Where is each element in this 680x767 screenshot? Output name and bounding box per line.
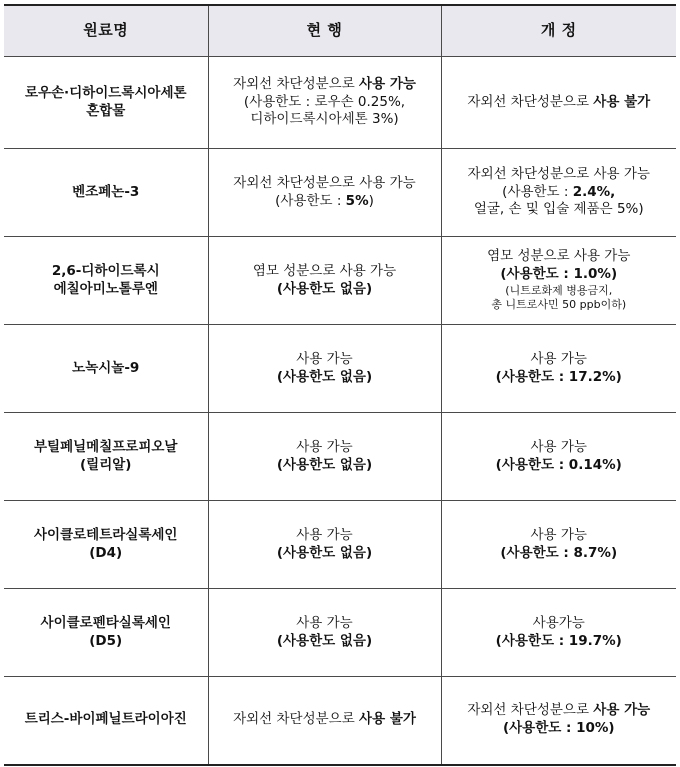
regulation-line: (사용한도 없음)	[276, 632, 373, 649]
current-regulation	[208, 501, 441, 589]
ingredient-name-line: 사이클로펜타실록세인	[40, 614, 171, 631]
table-row	[4, 413, 676, 501]
current-regulation	[208, 237, 441, 325]
regulation-line: (사용한도 없음)	[276, 368, 373, 385]
ingredient-name	[4, 413, 208, 501]
regulation-line	[446, 184, 673, 202]
table-row	[4, 589, 676, 677]
ingredient-name-line: 트리스-바이페닐트라이아진	[24, 711, 187, 728]
regulation-line: (사용한도 : 19.7%)	[495, 632, 622, 649]
regulation-line: 자외선 차단성분으로 사용 가능	[233, 174, 416, 191]
regulation-status: 사용 가능	[359, 75, 416, 92]
regulation-line: 염모 성분으로 사용 가능	[252, 262, 397, 279]
ingredient-name-line: 2,6-디하이드록시	[51, 262, 160, 279]
table-header-row	[4, 5, 676, 57]
regulation-line	[213, 76, 437, 94]
ingredient-name-line: 로우손·디하이드록시아세톤	[24, 84, 187, 101]
table-row	[4, 677, 676, 765]
regulation-line: (사용한도 : 0.14%)	[495, 456, 622, 473]
table-row	[4, 149, 676, 237]
regulation-text: (사용한도 :	[502, 183, 573, 200]
current-regulation	[208, 677, 441, 765]
regulation-line: 사용 가능	[296, 350, 353, 367]
regulation-line: (사용한도 : 로우손 0.25%,	[243, 93, 406, 110]
header-current: 현 행	[208, 5, 441, 57]
regulation-line: (사용한도 : 10%)	[502, 720, 615, 737]
regulation-line: (사용한도 : 1.0%)	[500, 265, 618, 282]
ingredient-name-line: 에칠아미노톨루엔	[53, 280, 158, 297]
regulation-line	[446, 702, 673, 720]
ingredient-name-line: (D4)	[89, 544, 123, 561]
ingredient-name	[4, 325, 208, 413]
regulation-line: 사용 가능	[530, 438, 587, 455]
revised-regulation	[441, 501, 676, 589]
revised-regulation	[441, 677, 676, 765]
usage-limit-value: 5%	[345, 192, 369, 209]
table-row	[4, 57, 676, 149]
regulation-line	[446, 94, 673, 112]
ingredient-name-line: (릴리알)	[80, 456, 132, 473]
revised-regulation	[441, 237, 676, 325]
ingredient-name	[4, 149, 208, 237]
regulation-line: (사용한도 없음)	[276, 544, 373, 561]
table-row	[4, 325, 676, 413]
regulation-line	[213, 193, 437, 211]
ingredient-name-line: 벤조페논-3	[72, 183, 140, 200]
regulation-line	[213, 711, 437, 729]
ingredient-name-line: 혼합물	[86, 102, 126, 119]
revised-regulation	[441, 413, 676, 501]
regulation-text: )	[368, 192, 374, 209]
ingredient-name	[4, 589, 208, 677]
ingredient-name	[4, 677, 208, 765]
usage-limit-value: 2.4%,	[572, 183, 616, 200]
revised-regulation	[441, 149, 676, 237]
ingredient-name	[4, 501, 208, 589]
current-regulation	[208, 589, 441, 677]
current-regulation	[208, 57, 441, 149]
regulation-text: 자외선 차단성분으로	[467, 702, 594, 719]
header-ingredient-name: 원료명	[4, 5, 208, 57]
regulation-text: 자외선 차단성분으로	[467, 93, 594, 110]
revised-regulation	[441, 589, 676, 677]
regulation-line: 사용 가능	[296, 614, 353, 631]
regulation-line: (사용한도 : 17.2%)	[495, 368, 622, 385]
ingredient-name-line: 노녹시놀-9	[72, 359, 140, 376]
ingredient-name-line: 사이클로테트라실록세인	[34, 526, 178, 543]
ingredient-name	[4, 57, 208, 149]
regulation-comparison-table	[4, 4, 676, 766]
regulation-line: (사용한도 없음)	[276, 456, 373, 473]
table-row	[4, 501, 676, 589]
regulation-line: 디하이드록시아세톤 3%)	[250, 111, 399, 128]
regulation-status: 사용 가능	[593, 702, 651, 719]
header-revised: 개 정	[441, 5, 676, 57]
regulation-text: 자외선 차단성분으로	[233, 75, 360, 92]
current-regulation	[208, 413, 441, 501]
regulation-status: 사용 불가	[593, 93, 651, 110]
regulation-line: 사용 가능	[296, 438, 353, 455]
regulation-text: 자외선 차단성분으로	[233, 711, 360, 728]
ingredient-name-line: (D5)	[89, 632, 123, 649]
regulation-line: (사용한도 : 8.7%)	[500, 544, 618, 561]
regulation-line: 사용가능	[532, 614, 585, 631]
regulation-line: 자외선 차단성분으로 사용 가능	[467, 165, 650, 182]
table-row	[4, 237, 676, 325]
regulation-line: 얼굴, 손 및 입술 제품은 5%)	[473, 201, 644, 218]
regulation-line: (사용한도 없음)	[276, 280, 373, 297]
ingredient-name	[4, 237, 208, 325]
regulation-line: 사용 가능	[530, 350, 587, 367]
regulation-note: 총 니트로사민 50 ppb이하)	[491, 298, 627, 312]
revised-regulation	[441, 325, 676, 413]
revised-regulation	[441, 57, 676, 149]
regulation-line: 사용 가능	[530, 526, 587, 543]
current-regulation	[208, 325, 441, 413]
regulation-note: (니트로화제 병용금지,	[505, 283, 613, 297]
regulation-line: 사용 가능	[296, 526, 353, 543]
current-regulation	[208, 149, 441, 237]
ingredient-name-line: 부틸페닐메칠프로피오날	[34, 438, 178, 455]
regulation-text: (사용한도 :	[275, 192, 346, 209]
regulation-line: 염모 성분으로 사용 가능	[487, 248, 631, 265]
regulation-status: 사용 불가	[359, 711, 416, 728]
